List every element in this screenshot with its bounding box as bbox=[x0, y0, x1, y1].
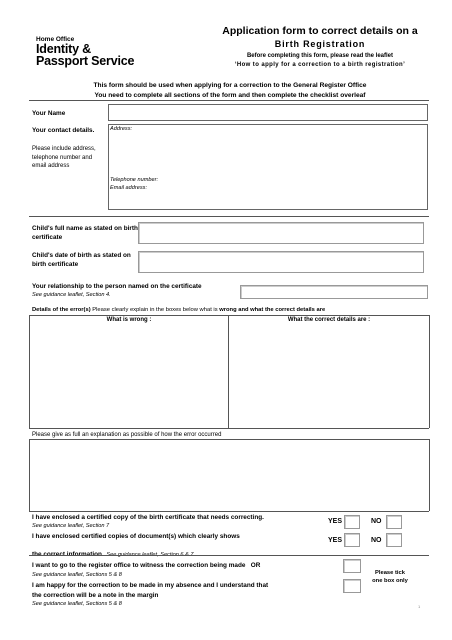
q2-yes-label: YES bbox=[328, 537, 343, 544]
what-is-wrong-input[interactable] bbox=[32, 326, 225, 425]
your-name-label: Your Name bbox=[32, 110, 66, 117]
tick-instruction-line1: Please tick bbox=[375, 570, 405, 576]
errors-middle-rule bbox=[228, 315, 229, 428]
errors-heading bbox=[32, 307, 325, 313]
your-name-input[interactable] bbox=[108, 104, 428, 121]
q1-no-checkbox[interactable] bbox=[386, 515, 402, 529]
contact-details-input[interactable] bbox=[108, 124, 428, 210]
or-label: OR bbox=[250, 562, 261, 569]
q1-no-label: NO bbox=[371, 518, 382, 525]
enclosed-documents-question-line1: I have enclosed certified copies of document(s) which clearly shows bbox=[32, 533, 240, 540]
agency-name-line2: Passport Service bbox=[36, 54, 135, 68]
agency-name-line1: Identity & bbox=[36, 42, 91, 56]
errors-heading-bold: Details of the error(s) bbox=[32, 307, 91, 313]
explanation-top-rule bbox=[29, 439, 429, 440]
witness-option-2-hint: See guidance leaflet, Sections 5 & 8 bbox=[32, 601, 122, 607]
q1-yes-checkbox[interactable] bbox=[344, 515, 360, 529]
q1-yes-label: YES bbox=[328, 518, 343, 525]
explanation-left-rule bbox=[29, 439, 30, 511]
witness-option-1-text: I want to go to the register office to witness the correction being made bbox=[32, 562, 246, 569]
explanation-right-rule bbox=[429, 439, 430, 511]
witness-option-2-line1: I am happy for the correction to be made in my absence and I understand that bbox=[32, 582, 269, 589]
correct-details-header: What the correct details are : bbox=[287, 317, 371, 323]
leaflet-instruction: Before completing this form, please read the leaflet bbox=[246, 53, 394, 59]
explanation-input[interactable] bbox=[32, 442, 427, 509]
enclosed-certificate-question: I have enclosed a certified copy of the birth certificate that needs correcting. bbox=[32, 514, 264, 521]
errors-heading-text: Please clearly explain in the boxes below what is bbox=[90, 307, 220, 313]
relationship-input[interactable] bbox=[240, 285, 428, 299]
child-dob-label: Child's date of birth as stated on birth certificate bbox=[32, 252, 131, 268]
intro-line-2: You need to complete all sections of the form and then complete the checklist overleaf bbox=[94, 92, 366, 99]
form-title: Application form to correct details on a bbox=[222, 25, 418, 37]
telephone-label: Telephone number: bbox=[110, 177, 158, 183]
section1-top-rule bbox=[29, 100, 429, 101]
witness-option-2-line2: the correction will be a note in the margin bbox=[32, 592, 159, 599]
correct-details-input[interactable] bbox=[231, 326, 426, 425]
errors-right-rule bbox=[429, 315, 430, 428]
child-name-label: Child's full name as stated on birth certificate bbox=[32, 225, 138, 241]
enclosed-documents-line2-text: the correct information bbox=[32, 551, 102, 558]
enclosed-certificate-hint: See guidance leaflet, Section 7 bbox=[32, 523, 110, 529]
leaflet-name: ‘How to apply for a correction to a birth registration’ bbox=[234, 62, 406, 68]
tick-instruction-line2: one box only bbox=[372, 578, 408, 584]
errors-bottom-rule bbox=[29, 428, 429, 429]
contact-details-hint: Please include address, telephone number and email address bbox=[32, 146, 96, 169]
intro-line-1: This form should be used when applying for a correction to the General Register Office bbox=[93, 82, 367, 89]
witness-option-1-checkbox[interactable] bbox=[343, 559, 361, 573]
contact-details-label: Your contact details. bbox=[32, 127, 95, 134]
tick-instruction bbox=[365, 569, 415, 585]
page-mark: 1 bbox=[418, 604, 421, 609]
witness-top-rule bbox=[29, 555, 429, 556]
errors-heading-bold2: wrong and what the correct details are bbox=[219, 307, 326, 313]
child-dob-input[interactable] bbox=[138, 251, 424, 273]
errors-top-rule bbox=[29, 315, 429, 316]
witness-option-1-hint: See guidance leaflet, Sections 5 & 8 bbox=[32, 572, 122, 578]
enclosed-documents-question-line2 bbox=[32, 543, 193, 561]
q2-no-label: NO bbox=[371, 537, 382, 544]
form-subtitle: Birth Registration bbox=[274, 39, 366, 49]
witness-option-2-checkbox[interactable] bbox=[343, 579, 361, 593]
errors-left-rule bbox=[29, 315, 30, 428]
home-office-label: Home Office bbox=[36, 36, 75, 43]
relationship-label: Your relationship to the person named on the certificate bbox=[32, 283, 202, 290]
enclosed-documents-hint: See guidance leaflet, Section 6 & 7 bbox=[106, 552, 194, 558]
address-label: Address: bbox=[110, 126, 133, 132]
what-is-wrong-header: What is wrong : bbox=[106, 317, 152, 323]
section1-bottom-rule bbox=[29, 216, 429, 217]
q2-yes-checkbox[interactable] bbox=[344, 533, 360, 547]
email-label: Email address: bbox=[110, 185, 147, 191]
child-name-input[interactable] bbox=[138, 222, 424, 244]
explanation-bottom-rule bbox=[29, 511, 429, 512]
witness-option-1 bbox=[32, 562, 260, 571]
explanation-label: Please give as full an explanation as possible of how the error occurred bbox=[32, 432, 222, 438]
relationship-hint: See guidance leaflet, Section 4. bbox=[32, 292, 111, 298]
q2-no-checkbox[interactable] bbox=[386, 533, 402, 547]
